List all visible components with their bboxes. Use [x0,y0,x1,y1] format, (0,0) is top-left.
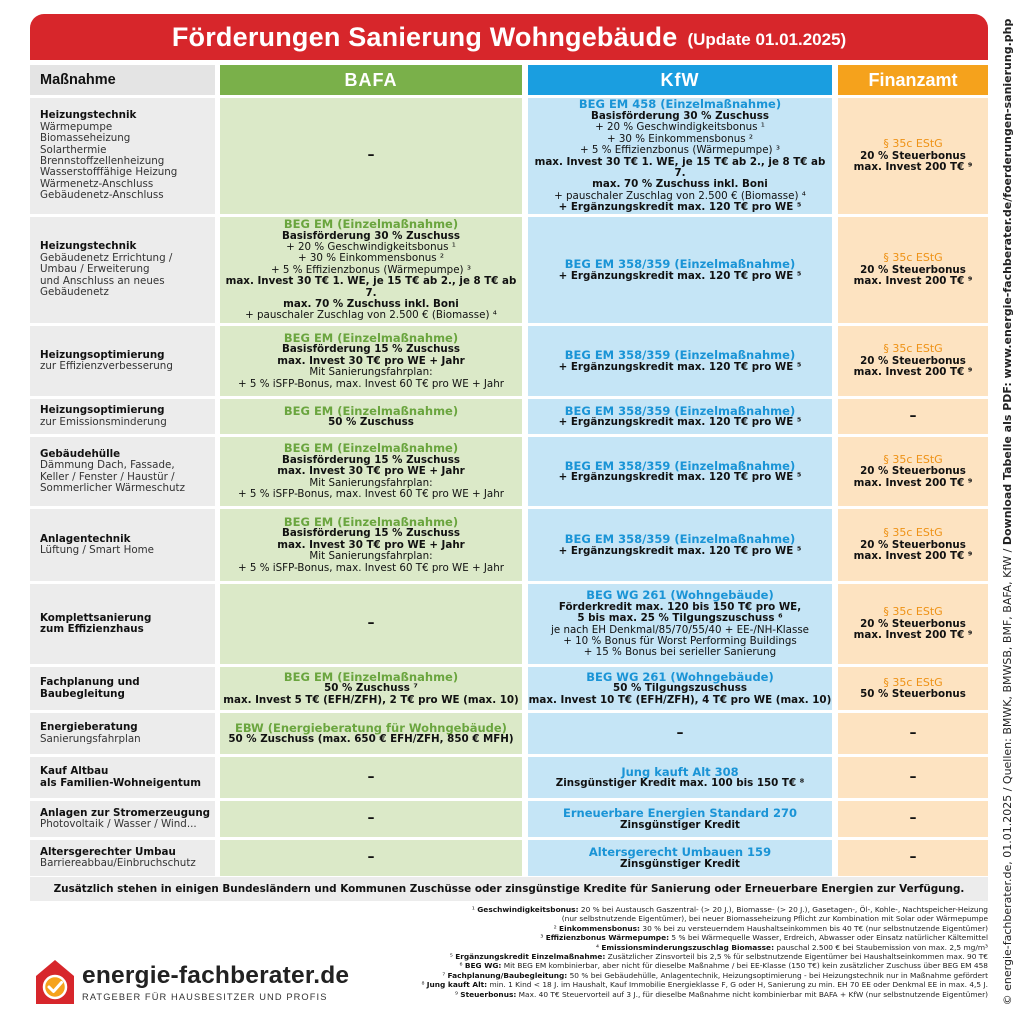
program-detail: + Ergänzungskredit max. 120 T€ pro WE ⁵ [558,544,802,557]
tax-cell [838,667,988,710]
measure-cell [30,840,215,876]
footnote [298,933,988,942]
bafa-cell [220,667,522,710]
tax-cell [838,399,988,434]
program-title: BEG EM (Einzelmaßnahme) [283,330,459,345]
not-available-dash: – [909,810,917,827]
footnote-text: Max. 40 T€ Steuervorteil auf 3 J., für dieselbe Maßnahme nicht kombinierbar mit BAFA + KfW (nur selbstnutzende Eigentümer) [516,989,988,999]
not-available-dash: – [909,724,917,741]
measure-title: als Familien-Wohneigentum [40,776,201,789]
footnote-number: ⁷ [442,970,446,980]
footnote-key: Emissionsminderungszuschlag Biomasse: [601,942,775,952]
program-title: BEG EM 358/359 (Einzelmaßnahme) [564,458,796,473]
tax-cell [838,217,988,323]
program-detail: + 5 % iSFP-Bonus, max. Invest 60 T€ pro WE + Jahr [238,561,504,574]
regional-funding-note: Zusätzlich stehen in einigen Bundesländern und Kommunen Zuschüsse oder zinsgünstige Kredite für Sanierung oder Erneuerbare Energien zur Verfügung. [30,877,988,901]
program-title: § 35c EStG [883,342,943,356]
kfw-cell [528,801,832,837]
program-detail: + 5 % Effizienzbonus (Wärmepumpe) ³ [580,144,780,157]
program-detail: max. Invest 30 T€ pro WE + Jahr [277,538,465,551]
program-detail: max. Invest 200 T€ ⁹ [853,476,973,489]
footnote-text: 5 % bei Wärmequelle Wasser, Erdreich, Abwasser oder Einsatz natürlicher Kältemittel [669,933,988,943]
measure-detail: Sommerlicher Wärmeschutz [40,481,185,494]
program-detail: Basisförderung 30 % Zuschuss [590,109,770,122]
program-detail: + Ergänzungskredit max. 120 T€ pro WE ⁵ [558,471,802,484]
not-available-dash: – [909,407,917,424]
program-title: BEG EM 358/359 (Einzelmaßnahme) [564,532,796,547]
measure-detail: Keller / Fenster / Haustür / [40,470,175,483]
measure-cell [30,217,215,323]
side-credits [1001,12,1015,1012]
program-detail: 50 % Zuschuss ⁷ [324,682,418,695]
program-title: BEG EM 358/359 (Einzelmaßnahme) [564,257,796,272]
program-title: Altersgerecht Umbauen 159 [588,845,772,860]
program-detail: Basisförderung 15 % Zuschuss [281,343,461,356]
program-title: Jung kauft Alt 308 [621,764,739,779]
column-header-bafa: BAFA [220,65,522,95]
program-detail: Mit Sanierungsfahrplan: [309,550,433,563]
footnote-number: ⁸ [421,980,425,990]
program-detail: 20 % Steuerbonus [860,263,966,276]
tax-cell [838,840,988,876]
program-title: EBW (Energieberatung für Wohngebäude) [235,720,507,735]
tax-cell [838,801,988,837]
program-detail: + Ergänzungskredit max. 120 T€ pro WE ⁵ [558,416,802,429]
measure-detail: Lüftung / Smart Home [40,544,154,556]
program-detail: + Ergänzungskredit max. 120 T€ pro WE ⁵ [558,360,802,373]
measure-detail: Wärmepumpe [40,120,113,133]
program-detail: max. Invest 30 T€ pro WE + Jahr [277,354,465,367]
program-detail: 20 % Steuerbonus [860,617,966,630]
program-detail: + 20 % Geschwindigkeitsbonus ¹ [286,241,456,254]
program-detail: + pauschaler Zuschlag von 2.500 € (Biomasse) ⁴ [554,189,806,202]
measure-cell [30,757,215,798]
footnote-text: 50 % bei Gebäudehülle, Anlagentechnik, Heizungsoptimierung - bei Heizungstechnik nur in Maßnahme gefördert [567,970,988,980]
measure-detail: Umbau / Erweiterung [40,263,150,276]
program-title: BEG WG 261 (Wohngebäude) [586,669,774,684]
footnote-text: pauschal 2.500 € bei Staubemission von max. 2,5 mg/m³ [774,942,988,952]
measure-detail: Wärmenetz-Anschluss [40,177,154,190]
program-title: BEG EM (Einzelmaßnahme) [283,217,459,232]
program-detail: max. Invest 200 T€ ⁹ [853,550,973,563]
table-row [30,713,988,754]
bafa-cell [220,217,522,323]
program-title: BEG EM 358/359 (Einzelmaßnahme) [564,403,796,418]
measure-title: zum Effizienzhaus [40,623,144,635]
program-title: BEG EM 458 (Einzelmaßnahme) [578,98,782,112]
logo [34,958,350,1008]
measure-title: Heizungstechnik [40,109,137,122]
kfw-cell [528,840,832,876]
measure-title: Kauf Altbau [40,765,109,778]
column-header-tax: Finanzamt [838,65,988,95]
footnote [298,971,988,980]
measure-cell [30,326,215,396]
footnote-number: ⁵ [449,952,453,962]
measure-detail: Wasserstofffähige Heizung [40,166,178,179]
footnote-key: Jung kauft Alt: [426,980,488,990]
program-detail: Förderkredit max. 120 bis 150 T€ pro WE, [558,600,802,613]
footnote-text: 20 % bei Austausch Gaszentral- (> 20 J.), Biomasse- (> 20 J.), Gasetagen-, Öl-, Kohle-, Nachtspeicher-Heizung [578,905,988,914]
tax-cell [838,437,988,506]
footnote-number: ⁴ [596,942,599,952]
bafa-cell [220,801,522,837]
measure-cell [30,399,215,434]
program-detail: Zinsgünstiger Kredit [620,857,740,870]
footnotes [298,905,988,999]
footnote-number: ² [553,923,557,933]
table-row [30,509,988,581]
bafa-cell [220,326,522,396]
measure-title: Gebäudehülle [40,447,121,460]
measure-cell [30,667,215,710]
kfw-cell [528,713,832,754]
program-detail: Basisförderung 15 % Zuschuss [281,527,461,540]
program-detail: + 30 % Einkommensbonus ² [606,132,754,145]
program-detail: max. Invest 200 T€ ⁹ [853,161,973,174]
program-detail: Basisförderung 30 % Zuschuss [281,229,461,242]
kfw-cell [528,98,832,214]
program-detail: Zinsgünstiger Kredit [620,818,740,831]
bafa-cell [220,757,522,798]
measure-cell [30,98,215,214]
measure-detail: zur Effizienzverbesserung [40,360,173,372]
kfw-cell [528,399,832,434]
program-title: BEG WG 261 (Wohngebäude) [586,588,774,603]
program-title: BEG EM (Einzelmaßnahme) [283,514,459,529]
measure-title: Komplettsanierung [40,611,152,624]
program-detail: 50 % Zuschuss [328,416,414,429]
program-title: § 35c EStG [883,137,943,151]
table-row [30,757,988,798]
program-detail: 20 % Steuerbonus [860,354,966,367]
logo-text: energie-fachberater.de [82,962,350,989]
measure-title: Heizungsoptimierung [40,348,165,361]
column-header-measure: Maßnahme [30,65,215,95]
measure-detail: Solarthermie [40,143,107,156]
kfw-cell [528,217,832,323]
footnote [298,924,988,933]
program-title: BEG EM (Einzelmaßnahme) [283,403,459,418]
measure-detail: Barriereabbau/Einbruchschutz [40,857,196,869]
not-available-dash: – [367,768,375,785]
kfw-cell [528,584,832,664]
program-detail: 20 % Steuerbonus [860,149,966,162]
tax-cell [838,713,988,754]
program-detail: Mit Sanierungsfahrplan: [309,366,433,379]
table-row [30,840,988,876]
not-available-dash: – [367,615,375,632]
program-detail: max. Invest 200 T€ ⁹ [853,366,973,379]
footnote-text: Zusätzlicher Zinsvorteil bis 2,5 % für selbstnutzende Eigentümer bei Haushaltseinkommen max. 90 T€ [605,952,988,962]
page-title: Förderungen Sanierung Wohngebäude [171,21,678,52]
title-bar [30,14,988,60]
program-title: § 35c EStG [883,675,943,689]
bafa-cell [220,584,522,664]
kfw-cell [528,667,832,710]
measure-detail: Gebäudenetz [40,286,109,299]
program-detail: Zinsgünstiger Kredit max. 100 bis 150 T€ ⁸ [555,777,805,790]
footnote [298,905,988,914]
measure-detail: zur Emissionsminderung [40,415,167,428]
footnote-key: Einkommensbonus: [559,923,641,933]
footnote-key: Effizienzbonus Wärmepumpe: [545,933,670,943]
footnote-number: ⁹ [454,989,458,999]
program-title: § 35c EStG [883,605,943,619]
side-sources: © energie-fachberater.de, 01.01.2025 / Quellen: BMWK, BMWSB, BMF, BAFA, KfW / [1001,545,1014,1006]
program-title: § 35c EStG [883,526,943,540]
program-detail: + 5 % iSFP-Bonus, max. Invest 60 T€ pro WE + Jahr [238,377,504,390]
measure-cell [30,801,215,837]
kfw-cell [528,326,832,396]
not-available-dash: – [676,724,684,741]
pdf-download-link[interactable]: Download Tabelle als PDF: www.energie-fachberater.de/foerderungen-sanierung.php [1001,18,1014,546]
tax-cell [838,326,988,396]
program-detail: 20 % Steuerbonus [860,465,966,478]
program-detail: Basisförderung 15 % Zuschuss [281,453,461,466]
program-detail: + pauschaler Zuschlag von 2.500 € (Biomasse) ⁴ [245,309,497,322]
program-detail: + Ergänzungskredit max. 120 T€ pro WE ⁵ [558,201,802,214]
program-detail: max. Invest 30 T€ 1. WE, je 15 T€ ab 2., je 8 T€ ab 7. [534,155,826,179]
bafa-cell [220,399,522,434]
program-title: § 35c EStG [883,452,943,466]
measure-title: Anlagen zur Stromerzeugung [40,806,211,819]
footnote-key: Steuerbonus: [460,989,517,999]
not-available-dash: – [909,768,917,785]
footnote-text: 30 % bei zu versteuerndem Haushaltseinkommen bis 40 T€ (nur selbstnutzende Eigentümer) [640,923,988,933]
program-detail: + 15 % Bonus bei serieller Sanierung [583,646,777,659]
measure-title: Altersgerechter Umbau [40,845,176,858]
measure-title: Fachplanung und [40,676,140,689]
measure-detail: Biomasseheizung [40,132,131,145]
tax-cell [838,584,988,664]
program-detail: 50 % Steuerbonus [860,688,966,701]
footnote [298,961,988,970]
bafa-cell [220,98,522,214]
table-row [30,584,988,664]
measure-detail: Sanierungsfahrplan [40,732,141,745]
measure-cell [30,509,215,581]
tax-cell [838,509,988,581]
not-available-dash: – [367,849,375,866]
footnote-number: ¹ [471,905,475,914]
house-checkmark-logo-icon [34,958,76,1006]
program-detail: + 5 % iSFP-Bonus, max. Invest 60 T€ pro WE + Jahr [238,488,504,501]
program-detail: 20 % Steuerbonus [860,538,966,551]
measure-detail: Gebäudenetz Errichtung / [40,251,173,264]
not-available-dash: – [367,147,375,164]
program-detail: + 5 % Effizienzbonus (Wärmepumpe) ³ [271,263,471,276]
table-row [30,326,988,396]
program-title: § 35c EStG [883,251,943,265]
footnote-text: Mit BEG EM kombinierbar, aber nicht für dieselbe Maßnahme / bei EE-Klasse (150 T€) kein zusätzlicher Zuschuss über BEG EM 458 [501,961,988,971]
measure-detail: und Anschluss an neues [40,274,165,287]
program-detail: max. Invest 5 T€ (EFH/ZFH), 2 T€ pro WE (max. 10) [223,693,519,706]
program-title: BEG EM (Einzelmaßnahme) [283,441,459,456]
measure-detail: Photovoltaik / Wasser / Wind... [40,818,197,830]
footnote-key: BEG WG: [464,961,502,971]
measure-title: Heizungstechnik [40,240,137,253]
measure-title: Energieberatung [40,721,138,734]
program-detail: Mit Sanierungsfahrplan: [309,476,433,489]
program-detail: je nach EH Denkmal/85/70/55/40 + EE-/NH-Klasse [550,623,810,636]
not-available-dash: – [367,810,375,827]
table-row [30,98,988,214]
measure-detail: Brennstoffzellenheizung [40,155,165,167]
footnote [298,990,988,999]
table-row [30,217,988,323]
measure-title: Heizungsoptimierung [40,404,165,417]
program-detail: max. Invest 30 T€ 1. WE, je 15 T€ ab 2., je 8 T€ ab 7. [225,275,517,299]
footnote-number: ³ [540,933,544,943]
program-detail: max. 70 % Zuschuss inkl. Boni [283,298,459,311]
measure-cell [30,713,215,754]
table-row [30,667,988,710]
bafa-cell [220,840,522,876]
measure-detail: Gebäudenetz-Anschluss [40,189,164,202]
footnote-key: Fachplanung/Baubegleitung: [447,970,568,980]
kfw-cell [528,509,832,581]
footnote [298,914,988,923]
program-detail: + 20 % Geschwindigkeitsbonus ¹ [595,121,765,134]
program-detail: + 10 % Bonus für Worst Performing Buildings [563,634,797,647]
footnote [298,943,988,952]
tax-cell [838,98,988,214]
program-detail: max. Invest 10 T€ (EFH/ZFH), 4 T€ pro WE (max. 10) [528,693,832,706]
footnote-key: Ergänzungskredit Einzelmaßnahme: [455,952,606,962]
tax-cell [838,757,988,798]
program-title: BEG EM 358/359 (Einzelmaßnahme) [564,348,796,363]
measure-detail: Dämmung Dach, Fassade, [40,459,175,472]
footnote-text: (nur selbstnutzende Eigentümer), bei neuer Biomasseheizung Pflicht zur Kombination mit Solar oder Wärmepumpe [561,914,988,924]
table-row [30,801,988,837]
footnote [298,952,988,961]
footnote-key: Geschwindigkeitsbonus: [477,905,579,914]
program-detail: 5 bis max. 25 % Tilgungszuschuss ⁶ [577,612,783,625]
program-detail: 50 % Zuschuss (max. 650 € EFH/ZFH, 850 € MFH) [228,733,514,746]
program-detail: + Ergänzungskredit max. 120 T€ pro WE ⁵ [558,269,802,282]
column-header-kfw: KfW [528,65,832,95]
kfw-cell [528,757,832,798]
bafa-cell [220,509,522,581]
table-row [30,399,988,434]
footnote [298,980,988,989]
program-detail: max. Invest 30 T€ pro WE + Jahr [277,465,465,478]
footnote-text: min. 1 Kind < 18 J. im Haushalt, Kauf Immobilie Energieklasse F, G oder H, Sanierung zu min. EH 70 EE oder Denkmal EE in max. 4,5 J. [487,980,988,990]
program-title: BEG EM (Einzelmaßnahme) [283,669,459,684]
measure-title: Anlagentechnik [40,532,131,545]
not-available-dash: – [909,849,917,866]
program-detail: 50 % Tilgungszuschuss [613,682,747,695]
footnote-number: ⁶ [459,961,463,971]
kfw-cell [528,437,832,506]
program-detail: max. Invest 200 T€ ⁹ [853,275,973,288]
logo-tagline: RATGEBER FÜR HAUSBESITZER UND PROFIS [82,992,328,1002]
program-title: Erneuerbare Energien Standard 270 [563,806,797,821]
measure-title: Baubegleitung [40,687,125,700]
table-row [30,437,988,506]
measure-cell [30,437,215,506]
measure-cell [30,584,215,664]
bafa-cell [220,713,522,754]
program-detail: max. 70 % Zuschuss inkl. Boni [592,178,768,191]
bafa-cell [220,437,522,506]
program-detail: + 30 % Einkommensbonus ² [297,252,445,265]
program-detail: max. Invest 200 T€ ⁹ [853,629,973,642]
update-date: (Update 01.01.2025) [687,29,847,49]
